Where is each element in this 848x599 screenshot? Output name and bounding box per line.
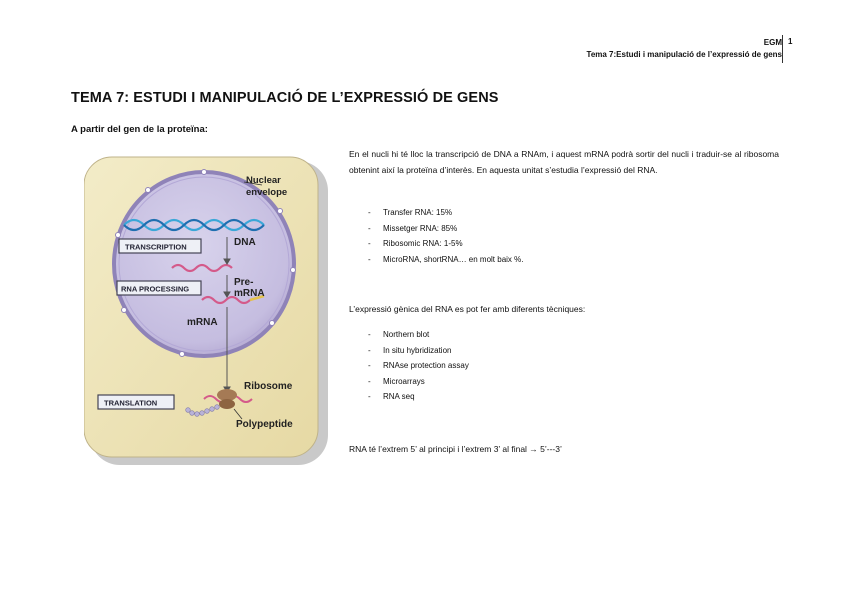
list-item: - MicroRNA, shortRNA… en molt baix %. <box>368 252 523 268</box>
list-item: - Transfer RNA: 15% <box>368 205 523 221</box>
list-item: - Microarrays <box>368 374 469 390</box>
section-heading: A partir del gen de la proteïna: <box>71 124 208 135</box>
list-item: - Ribosomic RNA: 1-5% <box>368 236 523 252</box>
techniques-intro: L’expressió gènica del RNA es pot fer amb diferents tècniques: <box>349 304 586 314</box>
process-box-translation <box>98 395 174 409</box>
list-item: - In situ hybridization <box>368 343 469 359</box>
page-number: 1 <box>788 37 793 46</box>
rna-direction-note: RNA té l’extrem 5’ al principi i l’extrem 3’ al final → 5’---3’ <box>349 444 562 454</box>
intro-paragraph: En el nucli hi té lloc la transcripció de DNA a RNAm, i aquest mRNA podrà sortir del nucli i traduir-se al ribosoma obtenint així la proteïna d’interès. En aquesta unitat s’estudia l’expressió del RNA. <box>349 149 779 175</box>
techniques-list <box>368 327 469 405</box>
list-item: - Northern blot <box>368 327 469 343</box>
header-divider <box>782 35 783 63</box>
list-item: - RNA seq <box>368 389 469 405</box>
label-nuclear-envelope-2: envelope <box>246 187 288 198</box>
label-rna-processing: RNA PROCESSING <box>121 284 190 294</box>
label-polypeptide: Polypeptide <box>236 419 293 430</box>
list-item: - Missetger RNA: 85% <box>368 221 523 237</box>
running-header <box>587 37 782 61</box>
list-item: - RNAse protection assay <box>368 358 469 374</box>
label-nuclear-envelope-1: Nuclear <box>246 175 281 186</box>
process-box-rna-processing <box>117 281 201 295</box>
ribosome <box>217 389 237 409</box>
rna-types-list <box>368 205 523 267</box>
label-pre-mrna-1: Pre- <box>234 277 254 288</box>
label-transcription: TRANSCRIPTION <box>125 242 187 252</box>
nucleus <box>114 172 294 356</box>
page-title: TEMA 7: ESTUDI I MANIPULACIÓ DE L’EXPRESSIÓ DE GENS <box>71 90 499 106</box>
process-box-transcription <box>119 239 201 253</box>
label-mrna: mRNA <box>187 317 218 328</box>
label-dna: DNA <box>234 237 256 248</box>
label-pre-mrna-2: mRNA <box>234 288 265 299</box>
label-ribosome: Ribosome <box>244 381 293 392</box>
gene-expression-diagram <box>84 155 330 467</box>
header-subtitle: Tema 7:Estudi i manipulació de l’expressió de gens <box>586 50 782 59</box>
label-translation: TRANSLATION <box>104 398 158 408</box>
header-code: EGM <box>763 38 782 47</box>
